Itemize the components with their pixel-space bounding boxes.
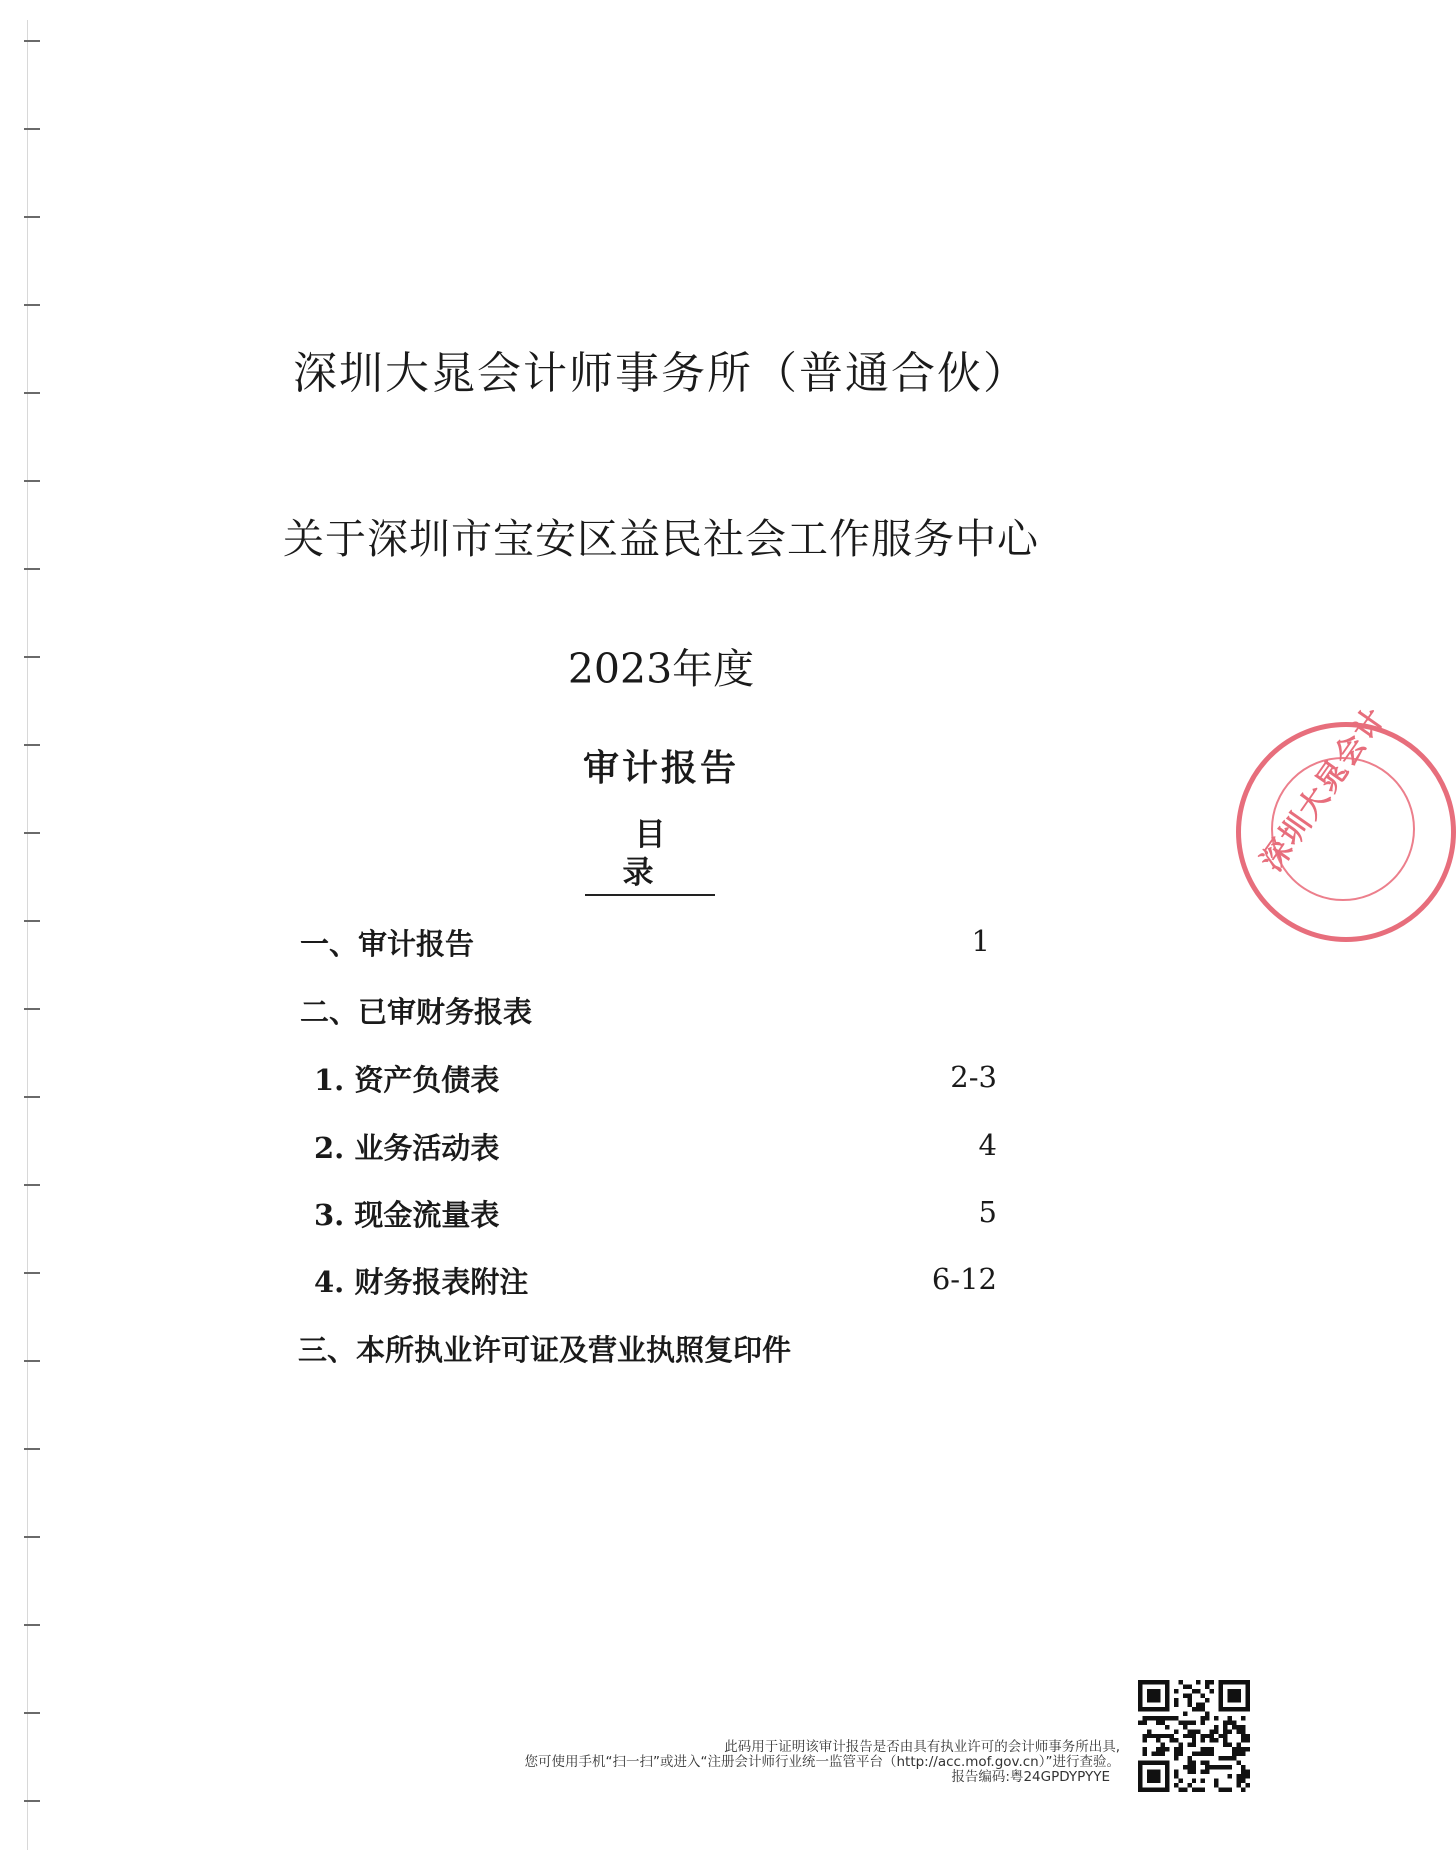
binding-tick (24, 1536, 40, 1538)
binding-tick (24, 920, 40, 922)
toc-item-label: 一、审计报告 (300, 927, 475, 961)
toc-item (314, 1193, 997, 1233)
toc-item-page: 1 (971, 924, 990, 958)
toc-item (314, 1126, 997, 1166)
seal-text: 深圳大晁会计 (1254, 700, 1394, 878)
toc-item-label: 2. 业务活动表 (314, 1131, 500, 1165)
binding-tick (24, 1624, 40, 1626)
toc-item-label: 三、本所执业许可证及营业执照复印件 (298, 1333, 792, 1367)
binding-tick (24, 1800, 40, 1802)
toc-item-label: 3. 现金流量表 (314, 1198, 500, 1232)
toc-item-page: 4 (978, 1128, 997, 1162)
binding-tick (24, 128, 40, 130)
verification-line-1: 此码用于证明该审计报告是否由具有执业许可的会计师事务所出具, (724, 1739, 1120, 1755)
binding-tick (24, 1360, 40, 1362)
binding-tick (24, 568, 40, 570)
binding-tick (24, 1272, 40, 1274)
toc-item-page: 5 (978, 1195, 997, 1229)
verification-line-2: 您可使用手机“扫一扫”或进入“注册会计师行业统一监管平台（http://acc.mof.gov.cn）”进行查验。 (524, 1754, 1120, 1770)
verification-note (420, 1740, 1120, 1785)
toc-item (300, 990, 990, 1030)
binding-tick (24, 216, 40, 218)
binding-tick (24, 480, 40, 482)
binding-tick (24, 1712, 40, 1714)
toc-item (300, 922, 990, 962)
toc-item-page: 6-12 (931, 1262, 997, 1296)
report-subject: 关于深圳市宝安区益民社会工作服务中心 (283, 515, 1039, 563)
report-code: 报告编码:粤24GPDYPYYE (951, 1769, 1110, 1785)
binding-tick (24, 1184, 40, 1186)
firm-name: 深圳大晁会计师事务所（普通合伙） (293, 348, 1029, 399)
toc-item (298, 1328, 988, 1368)
firm-seal-stamp (1236, 700, 1456, 942)
toc-title: 目录 (585, 816, 715, 896)
toc-item (314, 1260, 997, 1300)
binding-tick (24, 832, 40, 834)
report-year: 2023年度 (567, 645, 755, 693)
binding-rail (27, 20, 28, 1850)
binding-tick (24, 1008, 40, 1010)
binding-tick (24, 1096, 40, 1098)
binding-margin (0, 0, 40, 1870)
toc-item (314, 1058, 997, 1098)
report-title: 审计报告 (582, 747, 739, 789)
toc-item-label: 4. 财务报表附注 (314, 1265, 529, 1299)
binding-tick (24, 304, 40, 306)
toc-item-label: 二、已审财务报表 (300, 995, 533, 1029)
binding-tick (24, 1448, 40, 1450)
toc-item-label: 1. 资产负债表 (314, 1063, 500, 1097)
binding-tick (24, 40, 40, 42)
toc-item-page: 2-3 (950, 1060, 997, 1094)
qr-code-icon (1138, 1680, 1250, 1792)
